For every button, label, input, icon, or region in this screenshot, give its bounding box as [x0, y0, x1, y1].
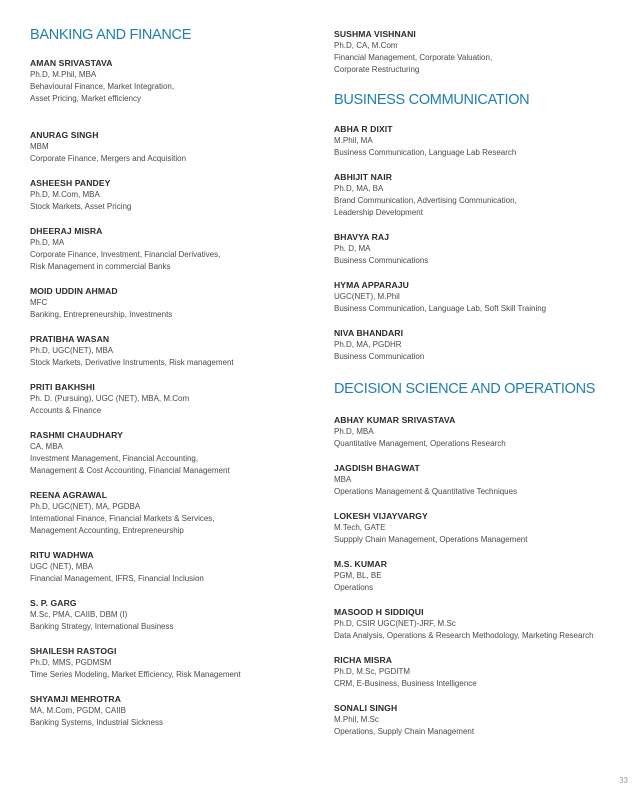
faculty-specialization: Stock Markets, Derivative Instruments, Risk management — [30, 358, 234, 367]
faculty-name: PRATIBHA WASAN — [30, 334, 110, 344]
faculty-entry — [30, 549, 330, 585]
faculty-name: SONALI SINGH — [334, 703, 398, 713]
faculty-qualifications: MBM — [30, 142, 49, 151]
faculty-name: HYMA APPARAJU — [334, 280, 409, 290]
faculty-entry — [30, 597, 330, 633]
faculty-entry — [334, 123, 634, 159]
faculty-qualifications: M.Phil, MA — [334, 136, 373, 145]
faculty-specialization: Financial Management, IFRS, Financial Inclusion — [30, 574, 204, 583]
section-title-decision-science: DECISION SCIENCE AND OPERATIONS — [334, 381, 596, 397]
faculty-entry — [334, 654, 634, 690]
faculty-entry — [30, 489, 330, 537]
faculty-name: MASOOD H SIDDIQUI — [334, 607, 424, 617]
faculty-qualifications: Ph.D, MMS, PGDMSM — [30, 658, 112, 667]
faculty-qualifications: Ph.D, UGC(NET), MBA — [30, 346, 114, 355]
faculty-name: RASHMI CHAUDHARY — [30, 430, 123, 440]
faculty-specialization: Quantitative Management, Operations Research — [334, 439, 506, 448]
faculty-name: ABHAY KUMAR SRIVASTAVA — [334, 415, 456, 425]
faculty-specialization: Data Analysis, Operations & Research Methodology, Marketing Research — [334, 631, 594, 640]
faculty-specialization: Banking Systems, Industrial Sickness — [30, 718, 163, 727]
faculty-entry — [334, 231, 634, 267]
faculty-specialization: Business Communication, Language Lab Research — [334, 148, 517, 157]
faculty-specialization: CRM, E-Business, Business Intelligence — [334, 679, 477, 688]
section-title-banking-finance: BANKING AND FINANCE — [30, 27, 192, 43]
faculty-name: ABHA R DIXIT — [334, 124, 393, 134]
faculty-name: ASHEESH PANDEY — [30, 178, 111, 188]
faculty-entry — [30, 285, 330, 321]
faculty-entry — [334, 462, 634, 498]
faculty-specialization: Brand Communication, Advertising Communication, — [334, 196, 517, 205]
faculty-name: SHAILESH RASTOGI — [30, 646, 117, 656]
faculty-specialization: Investment Management, Financial Accounting, — [30, 454, 199, 463]
faculty-name: NIVA BHANDARI — [334, 328, 404, 338]
faculty-qualifications: M.Sc, PMA, CAIIB, DBM (I) — [30, 610, 128, 619]
faculty-name: JAGDISH BHAGWAT — [334, 463, 420, 473]
faculty-specialization: Management Accounting, Entrepreneurship — [30, 526, 184, 535]
faculty-entry — [334, 606, 634, 642]
faculty-entry — [30, 429, 330, 477]
faculty-specialization: Operations Management & Quantitative Techniques — [334, 487, 518, 496]
section-title-business-communication: BUSINESS COMMUNICATION — [334, 92, 530, 108]
faculty-specialization: Accounts & Finance — [30, 406, 102, 415]
faculty-entry — [334, 510, 634, 546]
faculty-entry — [334, 414, 634, 450]
faculty-qualifications: M.Tech, GATE — [334, 523, 386, 532]
faculty-name: SHYAMJI MEHROTRA — [30, 694, 122, 704]
faculty-entry — [334, 558, 634, 594]
faculty-specialization: Corporate Restructuring — [334, 65, 420, 74]
faculty-entry — [30, 225, 330, 273]
faculty-name: MOID UDDIN AHMAD — [30, 286, 118, 296]
faculty-name: SUSHMA VISHNANI — [334, 29, 416, 39]
faculty-qualifications: UGC (NET), MBA — [30, 562, 94, 571]
faculty-specialization: Financial Management, Corporate Valuation, — [334, 53, 493, 62]
faculty-specialization: Suppply Chain Management, Operations Management — [334, 535, 528, 544]
faculty-name: M.S. KUMAR — [334, 559, 388, 569]
faculty-specialization: Banking, Entrepreneurship, Investments — [30, 310, 173, 319]
faculty-name: DHEERAJ MISRA — [30, 226, 103, 236]
faculty-entry — [30, 177, 330, 213]
faculty-entry — [30, 693, 330, 729]
faculty-specialization: Business Communication — [334, 352, 425, 361]
page-number: 33 — [619, 776, 628, 785]
faculty-specialization: Asset Pricing, Market efficiency — [30, 94, 142, 103]
faculty-qualifications: Ph. D. (Pursuing), UGC (NET), MBA, M.Com — [30, 394, 190, 403]
faculty-specialization: Operations, Supply Chain Management — [334, 727, 475, 736]
faculty-name: LOKESH VIJAYVARGY — [334, 511, 428, 521]
faculty-specialization: Corporate Finance, Investment, Financial Derivatives, — [30, 250, 221, 259]
faculty-entry — [334, 327, 634, 363]
faculty-name: REENA AGRAWAL — [30, 490, 108, 500]
faculty-entry — [334, 28, 634, 76]
faculty-entry — [30, 129, 330, 165]
faculty-specialization: Leadership Development — [334, 208, 423, 217]
faculty-qualifications: PGM, BL, BE — [334, 571, 382, 580]
faculty-entry — [30, 645, 330, 681]
faculty-qualifications: Ph.D, M.Phil, MBA — [30, 70, 97, 79]
faculty-specialization: Management & Cost Accounting, Financial Management — [30, 466, 230, 475]
faculty-entry — [30, 333, 330, 369]
faculty-qualifications: Ph.D, MA, BA — [334, 184, 384, 193]
faculty-qualifications: Ph.D, UGC(NET), MA, PGDBA — [30, 502, 141, 511]
faculty-name: ANURAG SINGH — [30, 130, 99, 140]
faculty-qualifications: Ph.D, MBA — [334, 427, 374, 436]
faculty-name: AMAN SRIVASTAVA — [30, 58, 113, 68]
faculty-qualifications: MBA — [334, 475, 352, 484]
faculty-qualifications: M.Phil, M.Sc — [334, 715, 379, 724]
faculty-entry — [334, 279, 634, 315]
faculty-entry — [334, 171, 634, 219]
faculty-specialization: Corporate Finance, Mergers and Acquisition — [30, 154, 187, 163]
faculty-name: ABHIJIT NAIR — [334, 172, 393, 182]
faculty-specialization: Business Communications — [334, 256, 429, 265]
faculty-name: S. P. GARG — [30, 598, 77, 608]
faculty-qualifications: Ph.D, M.Com, MBA — [30, 190, 100, 199]
faculty-name: BHAVYA RAJ — [334, 232, 390, 242]
faculty-name: RITU WADHWA — [30, 550, 94, 560]
faculty-specialization: Business Communication, Language Lab, Soft Skill Training — [334, 304, 547, 313]
faculty-qualifications: Ph.D, MA — [30, 238, 65, 247]
faculty-qualifications: CA, MBA — [30, 442, 63, 451]
faculty-specialization: Behavioural Finance, Market Integration, — [30, 82, 175, 91]
faculty-qualifications: Ph.D, CA, M.Com — [334, 41, 398, 50]
faculty-specialization: International Finance, Financial Markets & Services, — [30, 514, 215, 523]
faculty-qualifications: Ph.D, CSIR UGC(NET)-JRF, M.Sc — [334, 619, 456, 628]
faculty-qualifications: Ph. D, MA — [334, 244, 371, 253]
faculty-qualifications: MFC — [30, 298, 48, 307]
faculty-specialization: Risk Management in commercial Banks — [30, 262, 171, 271]
faculty-specialization: Stock Markets, Asset Pricing — [30, 202, 132, 211]
faculty-entry — [334, 702, 634, 738]
faculty-qualifications: Ph.D, MA, PGDHR — [334, 340, 402, 349]
faculty-specialization: Operations — [334, 583, 374, 592]
faculty-qualifications: Ph.D, M.Sc, PGDITM — [334, 667, 411, 676]
faculty-qualifications: MA, M.Com, PGDM, CAIIB — [30, 706, 127, 715]
faculty-entry — [30, 381, 330, 417]
faculty-name: RICHA MISRA — [334, 655, 393, 665]
faculty-specialization: Banking Strategy, International Business — [30, 622, 174, 631]
faculty-name: PRITI BAKHSHI — [30, 382, 95, 392]
faculty-specialization: Time Series Modeling, Market Efficiency, Risk Management — [30, 670, 241, 679]
faculty-entry — [30, 57, 330, 105]
faculty-qualifications: UGC(NET), M.Phil — [334, 292, 400, 301]
